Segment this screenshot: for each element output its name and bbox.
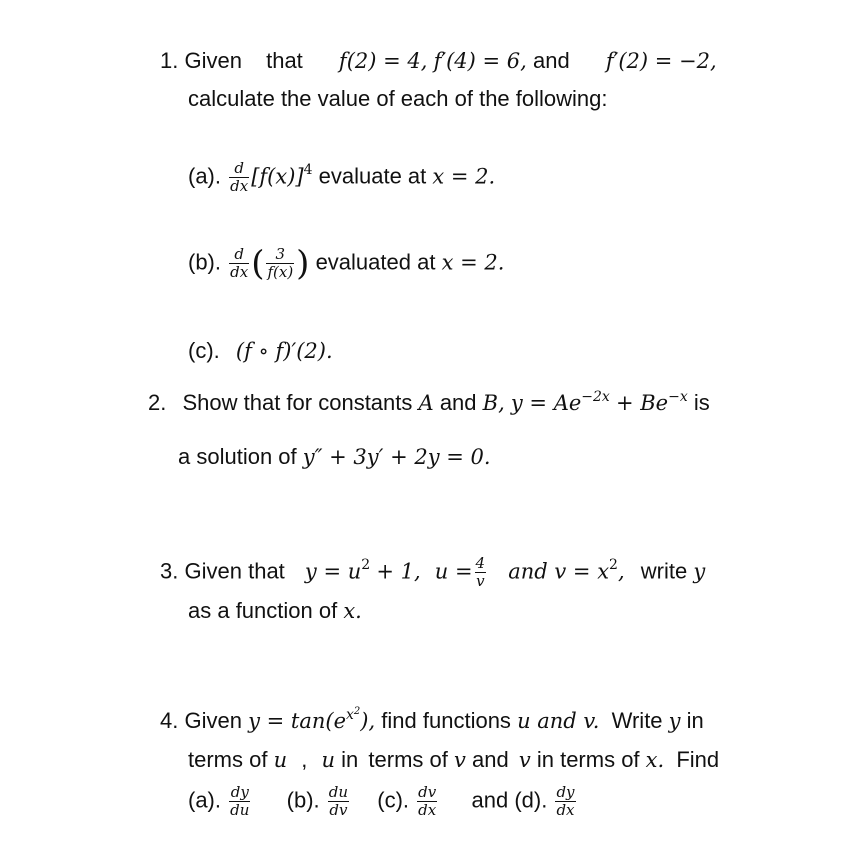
q4-u1: u bbox=[273, 748, 288, 772]
q3-y: y bbox=[693, 559, 706, 584]
q1b-fraction: $\frac{3}{f(x)}$ bbox=[267, 245, 294, 281]
q2-is: is bbox=[693, 390, 710, 415]
q3-line2 bbox=[188, 598, 362, 624]
q3-exp2: 2 bbox=[609, 557, 618, 574]
q4-part-c-frac: $\frac{dv}{dx}$ bbox=[418, 783, 437, 819]
q3-number: 3. bbox=[160, 558, 179, 584]
q4-parts bbox=[188, 784, 578, 819]
q3-eq1: y = u bbox=[304, 559, 362, 584]
q4-part-a-label: (a). bbox=[188, 787, 221, 813]
q2-exp1: −2x bbox=[581, 389, 610, 405]
q3-comma: , bbox=[617, 559, 625, 584]
q2-number: 2. bbox=[148, 390, 167, 415]
q3-that: that bbox=[248, 558, 285, 584]
q3-eq2: u = bbox=[434, 559, 473, 584]
q1-line2: calculate the value of each of the following: bbox=[188, 86, 608, 111]
q4-find: Find bbox=[676, 747, 720, 772]
q2-B: B, bbox=[482, 391, 505, 415]
q2-A: A bbox=[418, 391, 434, 415]
q4-number: 4. bbox=[160, 708, 179, 733]
q3-line1 bbox=[160, 555, 705, 590]
q4-line2 bbox=[188, 747, 719, 773]
q4-part-b-label: (b). bbox=[286, 787, 320, 813]
q4-exp: x2 bbox=[346, 706, 361, 723]
q2-plus: + Be bbox=[615, 391, 669, 415]
q1-cond2: f′(4) = 6, bbox=[433, 49, 527, 73]
q4-u2: u bbox=[321, 748, 336, 772]
q3-line2-text: as a function of bbox=[188, 598, 338, 623]
q1b: (b). $\frac{d}{dx}$ ( $\frac{3}{f(x)}$ ) evaluated at x = 2. bbox=[188, 243, 505, 284]
q1a-expr: [f(x)] bbox=[251, 164, 304, 189]
q1a-cond: x = 2. bbox=[432, 164, 496, 189]
q2-line1 bbox=[148, 390, 710, 416]
q1-cond1: f(2) = 4, bbox=[338, 49, 428, 73]
q4-y: y bbox=[668, 709, 681, 733]
q3-fraction: $\frac{4}{v}$ bbox=[475, 554, 486, 590]
q3-eq1b: + 1, bbox=[376, 559, 421, 584]
q2-line2-text: a solution of bbox=[178, 444, 297, 469]
q1c-label: (c). bbox=[188, 338, 220, 363]
q4-v1: v bbox=[454, 748, 466, 772]
q4-x: x. bbox=[645, 748, 665, 772]
q2-exp2: −x bbox=[668, 389, 688, 405]
q4-terms-of-2: terms of bbox=[368, 747, 448, 772]
q1b-label: (b). bbox=[188, 249, 221, 275]
q4-uv: u and v. bbox=[517, 709, 600, 733]
q4-in: in bbox=[686, 708, 704, 733]
q4-part-d-frac: $\frac{dy}{dx}$ bbox=[556, 783, 575, 819]
q4-line1 bbox=[160, 708, 704, 734]
q3-and-v: and v = x bbox=[508, 559, 610, 584]
q1-cond3: f′(2) = −2, bbox=[605, 49, 717, 73]
q4-in-2: in bbox=[341, 747, 359, 772]
q1c bbox=[188, 338, 333, 364]
q3-given: Given bbox=[184, 558, 242, 584]
q1-line1 bbox=[160, 48, 717, 74]
q4-v2: v bbox=[518, 748, 531, 772]
q4-eq: y = tan(e bbox=[248, 709, 347, 733]
q1a bbox=[188, 160, 495, 195]
q4-write: Write bbox=[611, 708, 663, 733]
q4-text1: find functions bbox=[381, 708, 511, 733]
q2-text1: Show that for constants bbox=[182, 390, 413, 415]
q3-exp1: 2 bbox=[361, 557, 371, 574]
q2-and: and bbox=[439, 390, 477, 415]
q4-part-c-label: (c). bbox=[377, 787, 410, 813]
q1b-derivative: $\frac{d}{dx}$ bbox=[230, 245, 249, 281]
q1b-cond: x = 2. bbox=[441, 250, 505, 275]
q4-part-a-frac: $\frac{dy}{du}$ bbox=[230, 783, 250, 819]
q1a-derivative: $\frac{d}{dx}$ bbox=[230, 159, 249, 195]
q2-line2-eq: y″ + 3y′ + 2y = 0. bbox=[302, 445, 491, 469]
q1b-tail: evaluated at bbox=[315, 249, 436, 275]
q4-and: and bbox=[472, 747, 509, 772]
q1-and: and bbox=[532, 48, 570, 73]
q1a-label: (a). bbox=[188, 163, 221, 189]
q3-write: write bbox=[640, 558, 688, 584]
q4-in-terms-of: in terms of bbox=[536, 747, 640, 772]
q4-part-d-label: and (d). bbox=[471, 787, 548, 813]
q2-line2 bbox=[178, 444, 491, 470]
q4-comma: , bbox=[301, 747, 308, 772]
q1-given: Given bbox=[184, 48, 242, 73]
q1-number: 1. bbox=[160, 48, 179, 73]
q4-eq-close: ), bbox=[360, 709, 376, 733]
q1a-exponent: 4 bbox=[303, 162, 313, 179]
q3-line2-x: x. bbox=[343, 599, 362, 623]
q1a-tail: evaluate at bbox=[318, 163, 427, 189]
q1-that: that bbox=[266, 48, 303, 73]
q4-given: Given bbox=[184, 708, 242, 733]
q2-eq: y = Ae bbox=[510, 391, 582, 415]
q4-terms-of-1: terms of bbox=[188, 747, 268, 772]
q4-part-b-frac: $\frac{du}{dv}$ bbox=[328, 783, 349, 819]
q1c-expr: (f ∘ f)′(2). bbox=[235, 339, 333, 363]
